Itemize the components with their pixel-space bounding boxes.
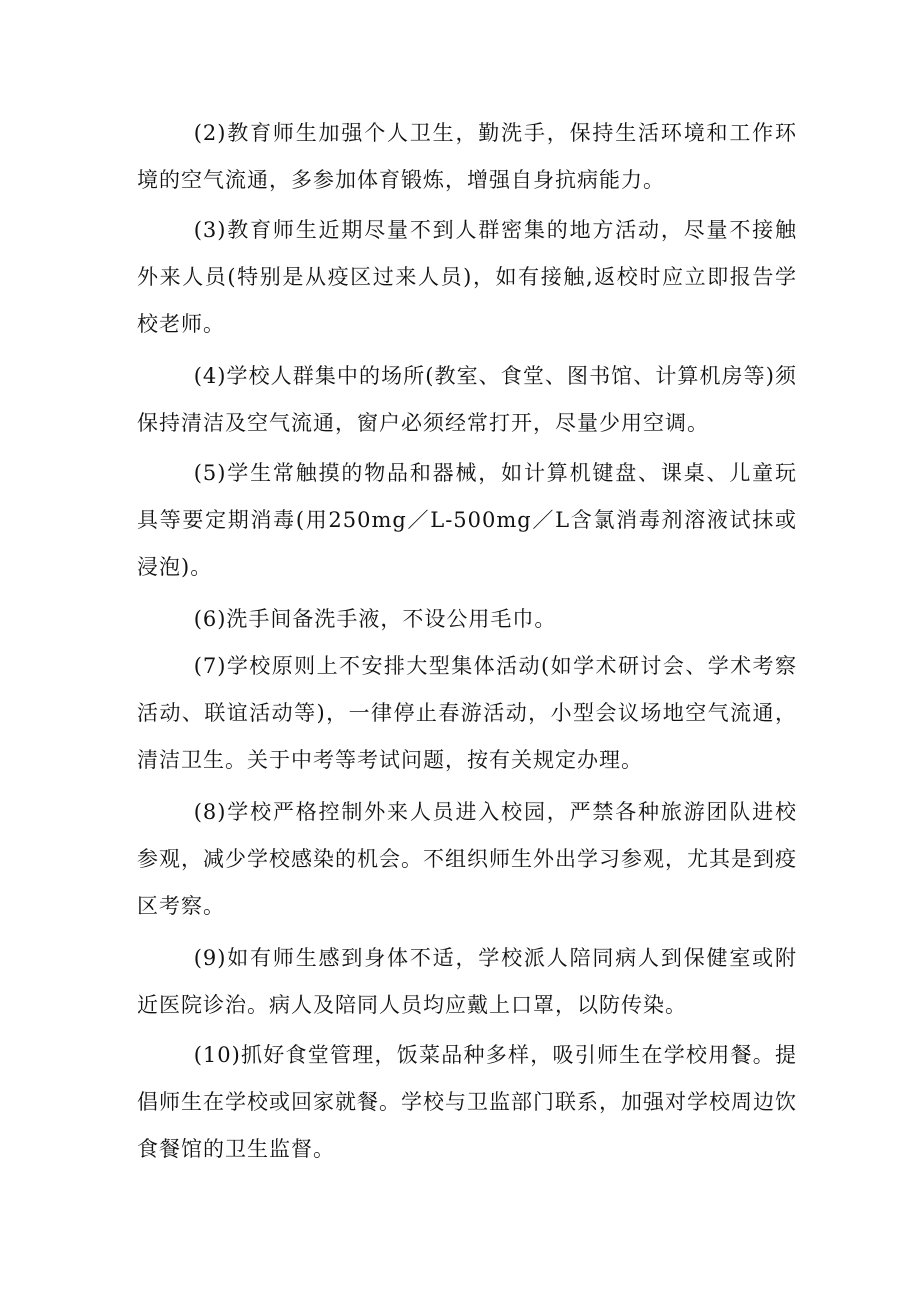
paragraph-item-4: (4)学校人群集中的场所(教室、食堂、图书馆、计算机房等)须保持清洁及空气流通，窗户必须经常打开，尽量少用空调。 [137, 364, 797, 435]
paragraph-item-9: (9)如有师生感到身体不适，学校派人陪同病人到保健室或附近医院诊治。病人及陪同人员均应戴上口罩，以防传染。 [137, 946, 797, 1017]
paragraph-item-7: (7)学校原则上不安排大型集体活动(如学术研讨会、学术考察活动、联谊活动等)，一律停止春游活动，小型会议场地空气流通，清洁卫生。关于中考等考试问题，按有关规定办理。 [137, 654, 797, 772]
paragraph-item-8: (8)学校严格控制外来人员进入校园，严禁各种旅游团队进校参观，减少学校感染的机会。不组织师生外出学习参观，尤其是到疫区考察。 [137, 800, 797, 918]
paragraph-item-10: (10)抓好食堂管理，饭菜品种多样，吸引师生在学校用餐。提倡师生在学校或回家就餐。学校与卫监部门联系，加强对学校周边饮食餐馆的卫生监督。 [137, 1043, 797, 1161]
paragraph-item-2: (2)教育师生加强个人卫生，勤洗手，保持生活环境和工作环境的空气流通，多参加体育锻炼，增强自身抗病能力。 [137, 121, 797, 192]
paragraph-item-3: (3)教育师生近期尽量不到人群密集的地方活动，尽量不接触外来人员(特别是从疫区过来人员)，如有接触,返校时应立即报告学校老师。 [137, 218, 797, 336]
paragraph-item-6: (6)洗手间备洗手液，不设公用毛巾。 [193, 607, 557, 631]
paragraph-item-5: (5)学生常触摸的物品和器械，如计算机键盘、课桌、儿童玩具等要定期消毒(用250mg／L-500mg／L含氯消毒剂溶液试抹或浸泡)。 [137, 461, 797, 579]
